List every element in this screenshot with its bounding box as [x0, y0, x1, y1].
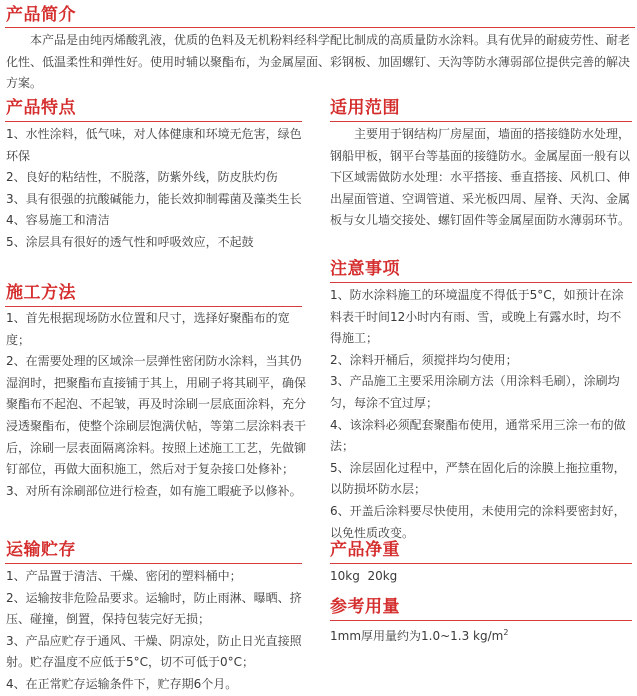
notes-title: 注意事项	[330, 259, 400, 279]
storage-divider	[5, 563, 302, 564]
usage-unit-exponent: 2	[503, 628, 509, 637]
usage-title: 参考用量	[330, 597, 400, 617]
net-weight-title: 产品净重	[330, 540, 400, 560]
storage-item: 3、产品应贮存于通风、干燥、阴凉处，防止日光直接照射。贮存温度不应低于5°C，切不可低于0°C；	[6, 633, 302, 670]
intro-body	[6, 30, 631, 95]
intro-title: 产品简介	[6, 5, 76, 25]
storage-item: 1、产品置于清洁、干燥、密闭的塑料桶中；	[6, 569, 242, 583]
scope-text: 主要用于钢结构厂房屋面，墙面的搭接缝防水处理，钢船甲板，钢平台等基面的接缝防水。金属屋面一般有以下区域需做防水处理：水平搭接、垂直搭接、风机口、伸出屋面管道、空调管道、采光板四周、屋脊、天沟、金属板与女儿墙交接处、螺钉固件等金属屋面防水薄弱环节。	[330, 127, 631, 228]
notes-item: 2、涂料开桶后，须搅拌均匀使用；	[330, 352, 518, 367]
features-item: 1、水性涂料，低气味，对人体健康和环境无危害，绿色环保	[6, 127, 302, 163]
features-list	[6, 124, 306, 254]
process-title: 施工方法	[6, 283, 76, 303]
notes-item: 5、涂层固化过程中，严禁在固化后的涂膜上拖拉重物，以防损坏防水层；	[330, 460, 626, 497]
features-item: 2、良好的粘结性，不脱落，防紫外线，防皮肤灼伤	[6, 170, 278, 185]
notes-divider	[330, 282, 632, 283]
intro-divider	[5, 27, 635, 28]
usage-divider	[330, 620, 632, 621]
features-item: 4、容易施工和清洁	[6, 213, 110, 228]
storage-list	[6, 566, 306, 696]
usage-text	[330, 622, 630, 648]
process-divider	[5, 306, 302, 307]
net-weight-divider	[330, 563, 632, 564]
notes-item: 1、防水涂料施工的环境温度不得低于5°C，如预计在涂料表干时间12小时内有雨、雪，或晚上有露水时，均不得施工；	[330, 288, 624, 346]
process-list	[6, 308, 306, 502]
notes-item: 3、产品施工主要采用涂刷方法（用涂料毛刷），涂刷均匀，每涂不宜过厚；	[330, 374, 620, 410]
notes-item: 4、该涂料必须配套聚酯布使用，通常采用三涂一布的做法；	[330, 417, 626, 454]
features-item: 3、具有很强的抗酸碱能力，能长效抑制霉菌及藻类生长	[6, 191, 302, 206]
notes-list	[330, 285, 630, 544]
usage-text-main: 1mm厚用量约为1.0~1.3 kg/m	[330, 629, 504, 643]
features-item: 5、涂层具有很好的透气性和呼吸效应，不起鼓	[6, 234, 254, 249]
process-item: 3、对所有涂刷部位进行检查，如有施工暇疵予以修补。	[6, 483, 302, 498]
storage-item: 2、运输按非危险品要求。运输时，防止雨淋、曝晒、挤压、碰撞，倒置，保持包装完好无损；	[6, 590, 302, 627]
process-item: 2、在需要处理的区域涂一层弹性密闭防水涂料，当其仍湿润时，把聚酯布直接铺于其上，用刷子将其刷平，确保聚酯布不起泡、不起皱，再及时涂刷一层底面涂料，充分浸透聚酯布，使整个涂刷层饱满伏帖，等第二层涂料表干后，涂刷一层表面隔离涂料。按照上述施工工艺，先做铆钉部位，再做大面积施工，然后对于复杂接口处修补；	[6, 354, 307, 477]
features-title: 产品特点	[6, 98, 76, 118]
storage-title: 运输贮存	[6, 540, 76, 560]
scope-body	[330, 124, 630, 232]
scope-divider	[330, 121, 632, 122]
net-weight-text: 10kg 20kg	[330, 569, 398, 583]
usage-body	[330, 622, 630, 648]
intro-text: 本产品是由纯丙烯酸乳液，优质的色料及无机粉料经科学配比制成的高质量防水涂料。具有优异的耐疲劳性、耐老化性、低温柔性和弹性好。使用时辅以聚酯布，为金属屋面、彩钢板、加固螺钉、天沟等防水薄弱部位提供完善的解决方案。	[6, 33, 631, 91]
net-weight-body	[330, 566, 630, 588]
process-item: 1、首先根据现场防水位置和尺寸，选择好聚酯布的宽度；	[6, 311, 290, 347]
features-divider	[5, 121, 302, 122]
notes-item: 6、开盖后涂料要尽快使用，未使用完的涂料要密封好，以免性质改变。	[330, 503, 626, 540]
storage-item: 4、在正常贮存运输条件下，贮存期6个月。	[6, 676, 238, 691]
scope-title: 适用范围	[330, 98, 400, 118]
